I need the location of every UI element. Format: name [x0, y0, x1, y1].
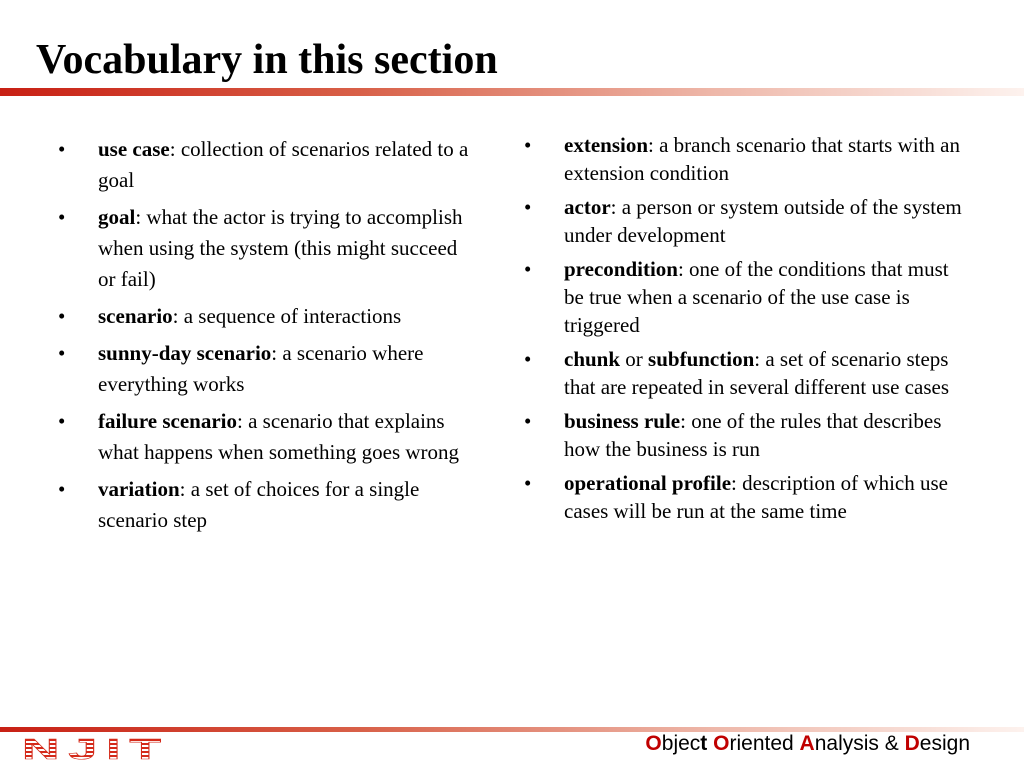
connector-text: or	[620, 347, 649, 371]
term: chunk	[564, 347, 621, 371]
term: business rule	[564, 409, 681, 433]
list-item	[58, 474, 478, 536]
definition: : a sequence of interactions	[172, 304, 402, 328]
list-item	[524, 131, 964, 187]
list-item	[58, 406, 478, 468]
slide-title: Vocabulary in this section	[36, 37, 498, 83]
list-item	[524, 469, 964, 525]
term: extension	[564, 133, 648, 157]
definition: : a set of scenario steps that are repeated in several different use cases	[564, 347, 949, 399]
initial-letter: A	[799, 732, 815, 755]
course-title	[645, 731, 970, 757]
term: failure scenario	[98, 409, 238, 433]
definition: : one of the conditions that must be true when a scenario of the use case is triggered	[564, 257, 949, 337]
definition: : a set of choices for a single scenario step	[98, 477, 420, 532]
term: precondition	[564, 257, 678, 281]
list-item	[58, 202, 478, 295]
list-item	[524, 345, 964, 401]
definition: : description of which use cases will be run at the same time	[564, 471, 948, 523]
list-item	[58, 301, 478, 332]
term: sunny-day scenario	[98, 341, 272, 365]
list-item	[524, 193, 964, 249]
term: scenario	[98, 304, 173, 328]
initial-letter: D	[904, 732, 920, 755]
definition: : a scenario that explains what happens when something goes wrong	[98, 409, 460, 464]
logo-text: NJIT	[22, 735, 170, 761]
title-divider	[0, 88, 1024, 96]
definition: : a branch scenario that starts with an extension condition	[564, 133, 960, 185]
list-item	[58, 134, 478, 196]
left-term-list	[58, 134, 478, 542]
list-item	[524, 407, 964, 463]
term: goal	[98, 205, 136, 229]
word-part: riented	[729, 732, 794, 755]
list-item	[58, 338, 478, 400]
right-term-list	[524, 131, 964, 531]
term: operational profile	[564, 471, 732, 495]
definition: : a person or system outside of the system under development	[564, 195, 962, 247]
njit-logo	[20, 735, 172, 761]
definition: : collection of scenarios related to a goal	[98, 137, 469, 192]
word-part: bjec	[661, 732, 701, 755]
term: use case	[98, 137, 170, 161]
definition: : what the actor is trying to accomplish when using the system (this might succeed or fail)	[98, 205, 463, 291]
term: variation	[98, 477, 180, 501]
word-part: t	[700, 732, 708, 755]
list-item	[524, 255, 964, 339]
term: actor	[564, 195, 611, 219]
word-part: nalysis	[814, 732, 879, 755]
initial-letter: O	[645, 732, 662, 755]
definition: : a scenario where everything works	[98, 341, 424, 396]
ampersand: &	[884, 732, 899, 755]
term: subfunction	[648, 347, 755, 371]
definition: : one of the rules that describes how the business is run	[564, 409, 942, 461]
initial-letter: O	[713, 732, 730, 755]
word-part: esign	[919, 732, 970, 755]
